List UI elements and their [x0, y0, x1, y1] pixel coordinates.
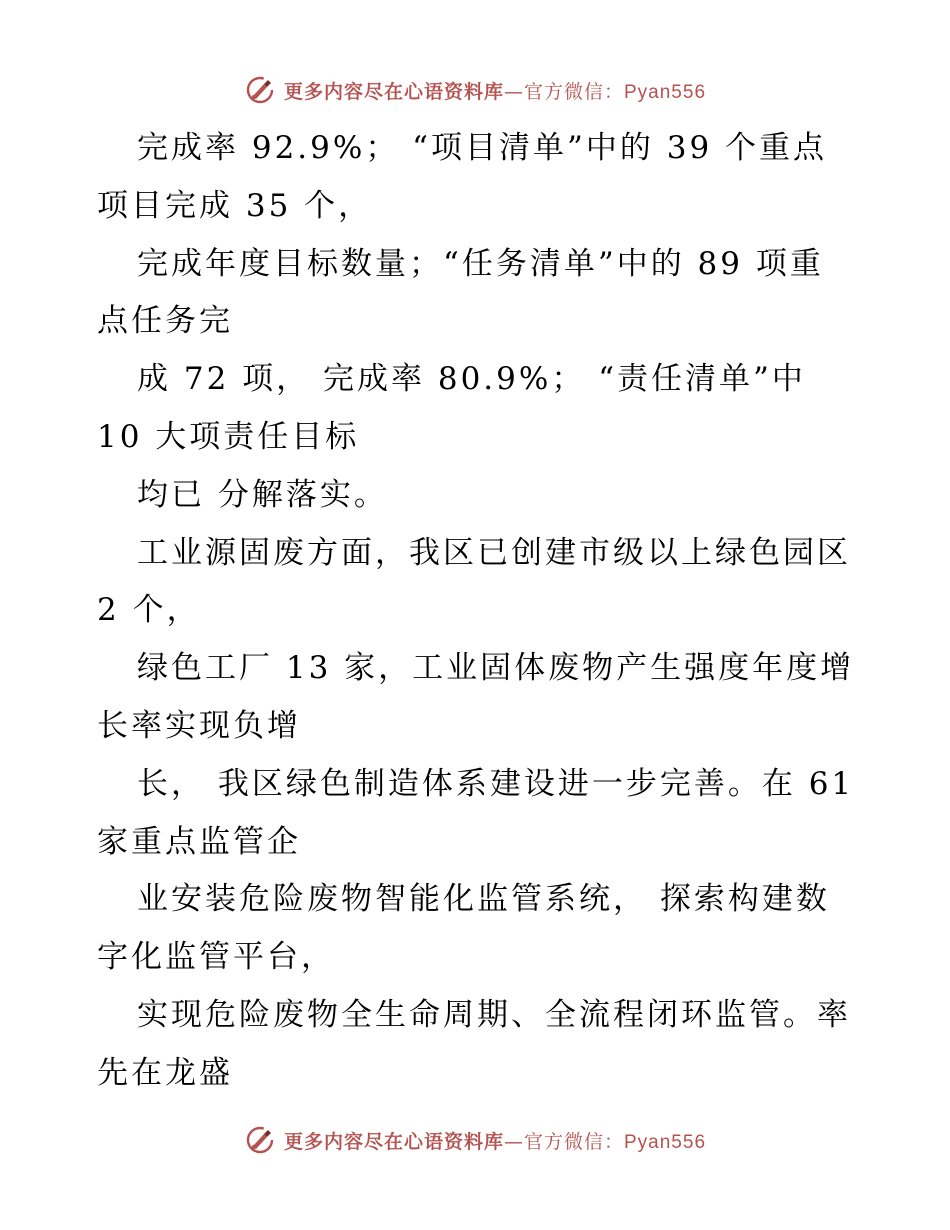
text-line: 实现危险废物全生命周期、全流程闭环监管。率 — [137, 996, 851, 1033]
text-line: 长， 我区绿色制造体系建设进一步完善。在 61 — [137, 765, 855, 802]
watermark-dash: — — [503, 80, 524, 103]
text-line: 完成率 92.9%； “项目清单”中的 39 个重点 — [137, 130, 828, 166]
text-line: 工业源固废方面，我区已创建市级以上绿色园区 — [137, 534, 851, 571]
watermark-main-text: 更多内容尽在心语资料库 — [283, 80, 504, 103]
text-line: 10 大项责任目标 — [97, 418, 360, 455]
brush-circle-logo-icon — [244, 74, 276, 106]
text-line: 点任务完 — [97, 303, 233, 340]
watermark-main-text: 更多内容尽在心语资料库 — [283, 1130, 504, 1153]
header-watermark — [0, 72, 950, 108]
text-line: 项目完成 35 个， — [97, 187, 373, 224]
text-line: 成 72 项， 完成率 80.9%； “责任清单”中 — [137, 361, 806, 398]
text-line: 家重点监管企 — [97, 823, 301, 860]
text-line: 字化监管平台， — [97, 939, 335, 976]
watermark-dash: — — [503, 1130, 524, 1153]
brush-circle-logo-icon — [244, 1124, 276, 1156]
text-line: 先在龙盛 — [97, 1054, 233, 1091]
text-line: 完成年度目标数量；“任务清单”中的 89 项重 — [137, 245, 824, 282]
text-line: 绿色工厂 13 家，工业固体废物产生强度年度增 — [137, 650, 855, 687]
watermark-wechat-id: Pyan556 — [624, 81, 707, 103]
text-line: 长率实现负增 — [97, 707, 301, 744]
watermark-wechat-label: 官方微信： — [523, 1130, 624, 1153]
text-line: 业安装危险废物智能化监管系统， 探索构建数 — [137, 881, 830, 918]
document-body — [97, 120, 857, 1103]
watermark-text — [284, 1127, 706, 1154]
watermark-wechat-id: Pyan556 — [624, 1131, 707, 1153]
watermark-text — [284, 77, 706, 104]
watermark-wechat-label: 官方微信： — [523, 80, 624, 103]
footer-watermark — [0, 1122, 950, 1158]
text-line: 2 个， — [97, 592, 201, 629]
text-line: 均已 分解落实。 — [137, 476, 388, 513]
